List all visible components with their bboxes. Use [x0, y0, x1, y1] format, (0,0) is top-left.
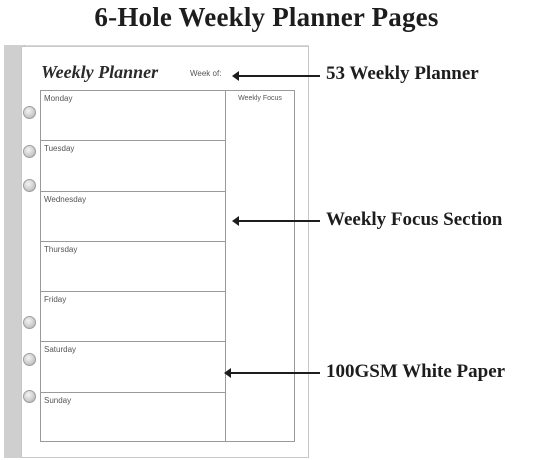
- callout-pages: 53 Weekly Planner: [326, 63, 479, 84]
- punch-hole: [23, 316, 36, 329]
- day-row-tuesday: [41, 141, 225, 191]
- weekly-focus-column: [226, 91, 294, 441]
- day-label: Tuesday: [44, 144, 75, 154]
- punch-hole: [23, 179, 36, 192]
- day-row-monday: [41, 91, 225, 141]
- day-label: Thursday: [44, 244, 78, 254]
- day-row-friday: [41, 292, 225, 342]
- day-row-thursday: [41, 242, 225, 292]
- punch-hole: [23, 106, 36, 119]
- day-column: [41, 91, 226, 441]
- weekly-focus-label: Weekly Focus: [238, 95, 282, 102]
- planner-title: Weekly Planner: [41, 62, 159, 82]
- callout-paper: 100GSM White Paper: [326, 361, 506, 382]
- punch-hole: [23, 353, 36, 366]
- punch-hole: [23, 145, 36, 158]
- day-row-wednesday: [41, 192, 225, 242]
- punch-hole: [23, 390, 36, 403]
- day-row-saturday: [41, 342, 225, 392]
- arrow-paper: [229, 372, 320, 374]
- day-label: Monday: [44, 94, 73, 103]
- day-row-sunday: [41, 393, 225, 443]
- day-label: Sunday: [44, 395, 72, 405]
- day-label: Wednesday: [44, 194, 87, 204]
- day-label: Saturday: [44, 345, 77, 355]
- day-label: Friday: [44, 295, 67, 305]
- week-of-label: Week of:: [190, 69, 222, 78]
- arrow-pages: [237, 75, 320, 77]
- arrow-focus: [237, 220, 320, 222]
- callout-focus: Weekly Focus Section: [326, 209, 503, 230]
- planner-grid: [40, 90, 295, 442]
- page-headline: 6-Hole Weekly Planner Pages: [94, 2, 439, 32]
